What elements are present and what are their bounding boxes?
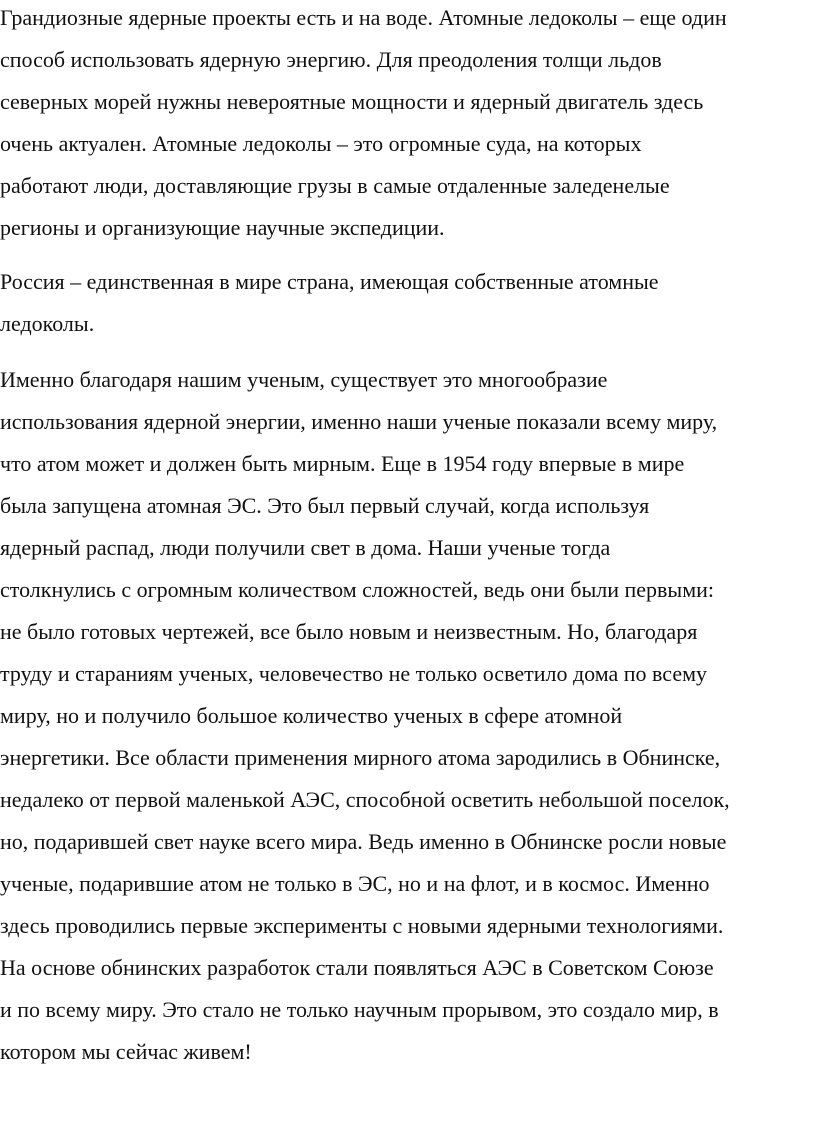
text-line: На основе обнинских разработок стали появляться АЭС в Советском Союзе [0,955,714,980]
text-line: но, подарившей свет науке всего мира. Ведь именно в Обнинске росли новые [0,829,727,854]
text-line: была запущена атомная ЭС. Это был первый случай, когда используя [0,493,650,518]
text-line: труду и стараниям ученых, человечество не только осветило дома по всему [0,661,708,686]
text-line: Россия – единственная в мире страна, имеющая собственные атомные [0,269,659,294]
text-line: способ использовать ядерную энергию. Для преодоления толщи льдов [0,47,662,72]
text-line: работают люди, доставляющие грузы в самые отдаленные заледенелые [0,173,670,198]
text-line: не было готовых чертежей, все было новым и неизвестным. Но, благодаря [0,619,698,644]
text-line: что атом может и должен быть мирным. Еще в 1954 году впервые в мире [0,451,685,476]
text-line: регионы и организующие научные экспедиции. [0,215,445,240]
text-line: энергетики. Все области применения мирного атома зародились в Обнинске, [0,745,721,770]
text-line: здесь проводились первые эксперименты с новыми ядерными технологиями. [0,913,724,938]
text-line: использования ядерной энергии, именно наши ученые показали всему миру, [0,409,718,434]
text-line: северных морей нужны невероятные мощности и ядерный двигатель здесь [0,89,704,114]
text-line: и по всему миру. Это стало не только научным прорывом, это создало мир, в [0,997,719,1022]
text-line: ядерный распад, люди получили свет в дома. Наши ученые тогда [0,535,611,560]
text-line: Грандиозные ядерные проекты есть и на воде. Атомные ледоколы – еще один [0,5,727,30]
text-line: миру, но и получило большое количество ученых в сфере атомной [0,703,623,728]
text-line: столкнулись с огромным количеством сложностей, ведь они были первыми: [0,577,715,602]
text-line: ледоколы. [0,311,95,336]
text-line: очень актуален. Атомные ледоколы – это огромные суда, на которых [0,131,642,156]
text-line: Именно благодаря нашим ученым, существует это многообразие [0,367,608,392]
text-line: котором мы сейчас живем! [0,1039,252,1064]
text-line: недалеко от первой маленькой АЭС, способной осветить небольшой поселок, [0,787,730,812]
text-line: ученые, подарившие атом не только в ЭС, но и на флот, и в космос. Именно [0,871,710,896]
